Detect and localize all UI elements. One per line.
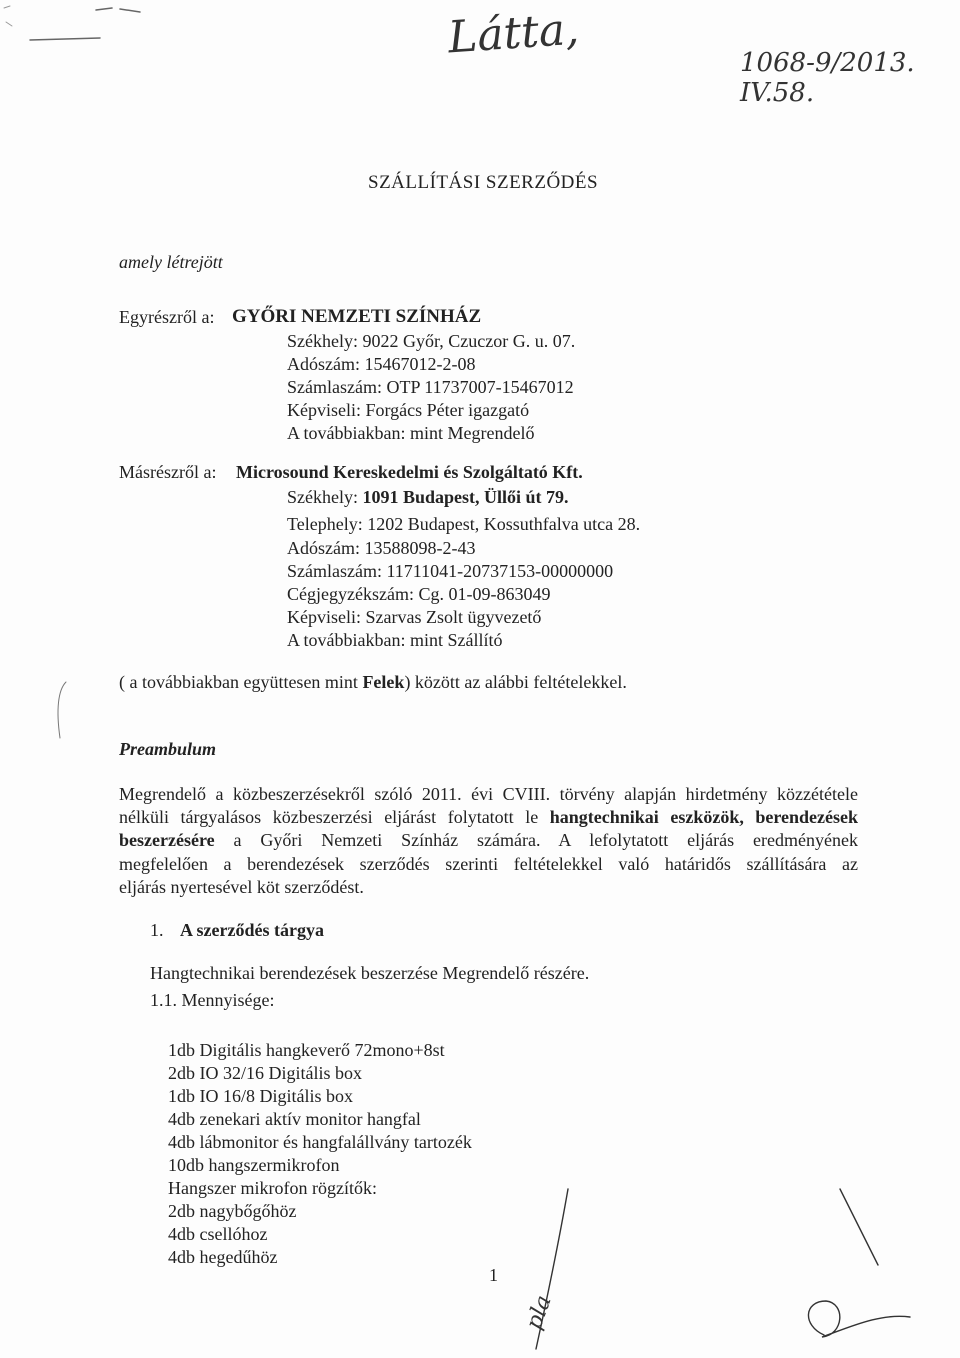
- party2-name: Microsound Kereskedelmi és Szolgáltató Kft.: [236, 462, 583, 482]
- party1-seat: Székhely: 9022 Győr, Czuczor G. u. 07.: [287, 331, 576, 351]
- parties-clause-bold: Felek: [362, 672, 405, 692]
- scan-marks: [0, 0, 130, 70]
- party1-account: Számlaszám: OTP 11737007-15467012: [287, 377, 574, 397]
- list-item: 4db hegedűhöz: [168, 1247, 278, 1267]
- intro-text: amely létrejött: [119, 252, 223, 272]
- party1-role: A továbbiakban: mint Megrendelő: [287, 423, 535, 443]
- list-item: 4db csellóhoz: [168, 1224, 268, 1244]
- signature-right: [800, 1185, 920, 1355]
- preamble-line-3-bold: beszerzésére: [119, 830, 215, 850]
- preamble-line-1: Megrendelő a közbeszerzésekről szóló 2011. évi CVIII. törvény alapján hirdetmény közzététele: [119, 784, 858, 804]
- document-title: SZÁLLÍTÁSI SZERZŐDÉS: [368, 172, 599, 193]
- party2-seat-label: Székhely:: [287, 487, 363, 507]
- parties-clause-pre: ( a továbbiakban együttesen mint: [119, 672, 363, 692]
- preamble-line-5: eljárás nyertesével köt szerződést.: [119, 877, 364, 897]
- party1-taxnumber: Adószám: 15467012-2-08: [287, 354, 476, 374]
- preamble-line-2: [119, 806, 858, 828]
- party2-company-reg: Cégjegyzékszám: Cg. 01-09-863049: [287, 584, 551, 604]
- preamble-line-4: megfelelően a berendezések szerződés szerinti feltételekkel való határidős szállítására az: [119, 854, 858, 874]
- margin-pencil-mark: [54, 680, 74, 740]
- list-item: 1db IO 16/8 Digitális box: [168, 1086, 353, 1106]
- parties-clause-post: ) között az alábbi feltételekkel.: [404, 672, 627, 692]
- party2-role: A továbbiakban: mint Szállító: [287, 630, 503, 650]
- party2-label: Másrészről a:: [119, 462, 217, 482]
- party2-seat: [287, 486, 569, 508]
- preamble-line-2-bold: hangtechnikai eszközök, berendezések: [549, 807, 859, 827]
- preamble-line-3-text: a Győri Nemzeti Színház számára. A lefolytatott eljárás eredményének: [214, 830, 858, 850]
- preamble-line-3: [119, 829, 858, 851]
- party2-taxnumber: Adószám: 13588098-2-43: [287, 538, 476, 558]
- party1-name: GYŐRI NEMZETI SZÍNHÁZ: [232, 306, 482, 327]
- preamble-line-2-text: nélküli tárgyalásos közbeszerzési eljárást folytatott le: [119, 807, 550, 827]
- list-item: 2db IO 32/16 Digitális box: [168, 1063, 362, 1083]
- party2-representative: Képviseli: Szarvas Zsolt ügyvezető: [287, 607, 542, 627]
- parties-clause: [119, 671, 627, 693]
- section1-subheading: 1.1. Mennyisége:: [150, 990, 275, 1010]
- list-item: 10db hangszermikrofon: [168, 1155, 340, 1175]
- list-item: 2db nagybőgőhöz: [168, 1201, 297, 1221]
- handwritten-initial: Látta,: [446, 3, 581, 64]
- handwritten-reference-number: 1068-9/2013. IV.58.: [740, 48, 915, 108]
- party1-representative: Képviseli: Forgács Péter igazgató: [287, 400, 530, 420]
- preamble-heading: Preambulum: [119, 739, 217, 759]
- list-item: 4db lábmonitor és hangfalállvány tartozék: [168, 1132, 472, 1152]
- section1-number: 1.: [150, 920, 164, 940]
- party1-label: Egyrészről a:: [119, 307, 215, 327]
- party2-account: Számlaszám: 11711041-20737153-00000000: [287, 561, 614, 581]
- page-number: 1: [489, 1265, 498, 1285]
- list-item: 4db zenekari aktív monitor hangfal: [168, 1109, 421, 1129]
- party2-site: Telephely: 1202 Budapest, Kossuthfalva utca 28.: [287, 514, 641, 534]
- list-item: Hangszer mikrofon rögzítők:: [168, 1178, 377, 1198]
- signature-initials: pla: [521, 1292, 557, 1333]
- section1-text: Hangtechnikai berendezések beszerzése Megrendelő részére.: [150, 963, 590, 983]
- party2-seat-address: 1091 Budapest, Üllői út 79.: [362, 487, 569, 507]
- section1-title: A szerződés tárgya: [180, 920, 324, 940]
- signature-line-left: [520, 1185, 580, 1355]
- list-item: 1db Digitális hangkeverő 72mono+8st: [168, 1040, 445, 1060]
